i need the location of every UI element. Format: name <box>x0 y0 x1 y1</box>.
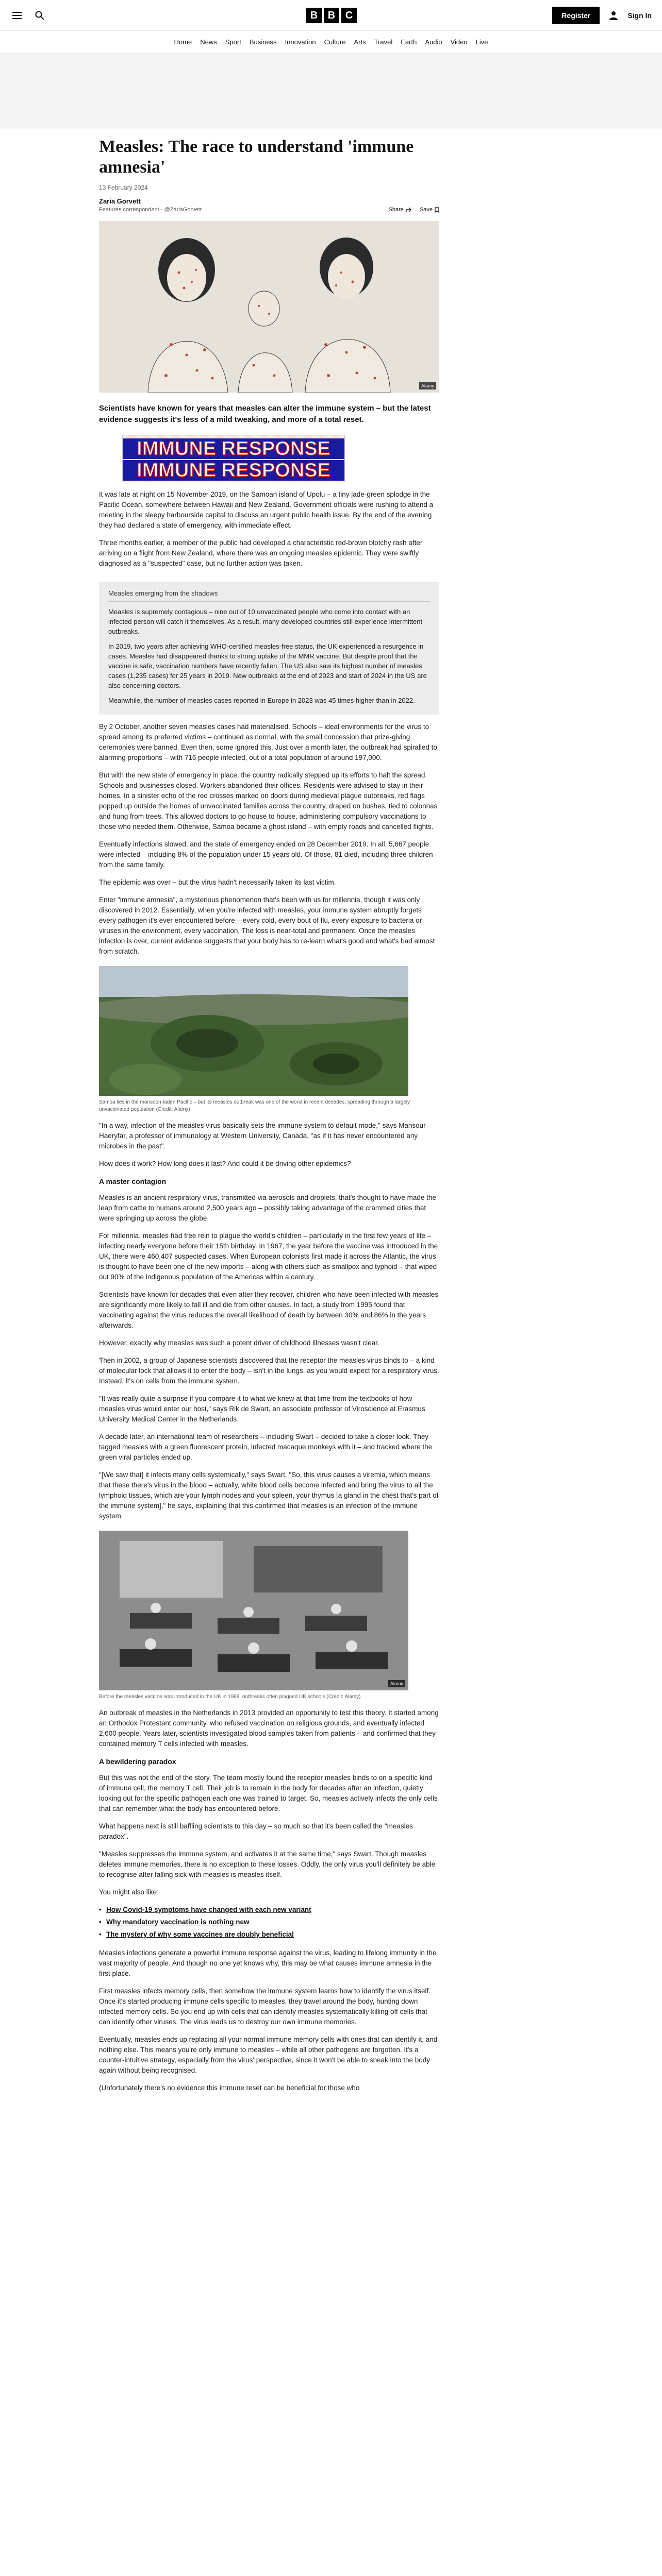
nav-item-video[interactable]: Video <box>450 38 468 46</box>
paragraph: Enter "immune amnesia", a mysterious phenomenon that's been with us for millennia, though it was only discovered in 2012. Essentially, when you're infected with measles, your immune system abruptly forgets every pathogen it's ever encountered before – every cold, every bout of flu, every exposure to bacteria or viruses in the environment, every vaccination. The loss is near-total and permanent. Once the measles infection is over, current evidence suggests that your body has to re-learn what's good and what's bad almost from scratch. <box>99 896 435 955</box>
article <box>99 137 439 2093</box>
save-label: Save <box>419 207 433 213</box>
paragraph: Three months earlier, a member of the public had developed a characteristic red-brown blotchy rash after arriving on a flight from New Zealand, where there was an ongoing measles epidemic. They were swiftly diagnosed as a "suspected" case, but no further action was taken. <box>99 539 423 567</box>
nav-item-earth[interactable]: Earth <box>401 38 417 46</box>
paragraph: Eventually, measles ends up replacing all your normal immune memory cells with ones that can identify it, and nothing else. This means you're only immune to measles – while all other pathogens are forgotten. It's a counter-intuitive strategy, especially from the virus' perspective, since it won't be able to sneak into the body again without being recognised. <box>99 2036 438 2074</box>
landscape-image <box>99 966 408 1096</box>
paragraph: Eventually infections slowed, and the state of emergency ended on 28 December 2019. In all, 5,667 people were infected – including 8% of the population under 15 years old. Of those, 81 died, including three children from the same family. <box>99 840 433 869</box>
logo-letter: B <box>306 8 322 23</box>
nav-item-business[interactable]: Business <box>249 38 277 46</box>
top-bar <box>0 0 662 31</box>
paragraph: But this was not the end of the story. The team mostly found the receptor measles binds to on a specific kind of immune cell, the memory T cell. Their job is to remain in the body for decades after an infection, quietly looking out for the specific pathogen each one was trained to target. So, measles actively infects the only cells that can remember what the body has encountered before. <box>99 1774 438 1812</box>
article-lede: Scientists have known for years that measles can alter the immune system – but the latest evidence suggests it's less of a mild tweaking, and more of a total reset. <box>99 404 431 424</box>
paragraph: "Measles suppresses the immune system, and activates it at the same time," says Swart. Though measles deletes immune memories, there is no exception to these losses. Oddly, the only virus you'll definitely be able to recognise after falling sick with measles is measles itself. <box>99 1850 436 1878</box>
samoa-photo <box>99 966 408 1096</box>
nav-item-arts[interactable]: Arts <box>354 38 366 46</box>
share-icon <box>406 207 411 213</box>
author-name: Zaria Gorvett <box>99 197 141 205</box>
paragraph: The epidemic was over – but the virus hadn't necessarily taken its last victim. <box>99 878 336 886</box>
paragraph: By 2 October, another seven measles cases had materialised. Schools – ideal environments for the virus to spread among its preferred victims – continued as normal, with the small concession that prize-giving ceremonies were banned. Even then, some ignored this. Just over a month later, the outbreak had spiralled to alarming proportions – with 716 people infected, out of a total population of around 197,000. <box>99 723 437 761</box>
menu-icon[interactable] <box>10 9 24 22</box>
section-heading: A master contagion <box>99 1177 167 1185</box>
nav-item-sport[interactable]: Sport <box>225 38 241 46</box>
paragraph: But with the new state of emergency in place, the country radically stepped up its efforts to halt the spread. Schools and businesses closed. Workers abandoned their offices. Residents were advised to stay in their homes. In a sinister echo of the red crosses marked on doors during medieval plague outbreaks, red flags popped up outside the homes of unvaccinated families across the country, draped on bushes, tied to colonnas and hung from trees. This allowed doctors to go house to house, administering compulsory vaccinations to those who needed them. Otherwise, Samoa became a ghost island – with empty roads and cancelled flights. <box>99 771 438 831</box>
banner-text: IMMUNE RESPONSE <box>123 438 344 459</box>
also-label: You might also like: <box>99 1888 159 1896</box>
factbox-title: Measles emerging from the shadows <box>108 589 430 602</box>
nav-item-culture[interactable]: Culture <box>324 38 346 46</box>
banner-text: IMMUNE RESPONSE <box>123 460 344 481</box>
author-handle-link[interactable]: @ZariaGorvett <box>164 207 202 213</box>
paragraph: "[We saw that] it infects many cells systemically," says Swart. "So, this virus causes a viremia, which means that these there's virus in the blood – actually, white blood cells become infected and bring the virus to all the lymphoid tissues, which are your lymph nodes and your spleen, your thymus [a gland in the chest that's part of the immune system]," he says, explaining that this confirmed that measles is an infection of the immune system. <box>99 1471 439 1520</box>
immune-response-banner <box>122 435 345 482</box>
paragraph: How does it work? How long does it last? And could it be driving other epidemics? <box>99 1160 351 1167</box>
user-icon[interactable] <box>607 9 620 22</box>
logo-letter: C <box>341 8 357 23</box>
nav-item-home[interactable]: Home <box>174 38 192 46</box>
image-caption: Samoa lies in the monsoon-laden Pacific – but its measles outbreak was one of the worst in recent decades, spreading through a largely unvaccinated population (Credit: Alamy) <box>99 1099 410 1112</box>
hero-image <box>99 221 439 393</box>
search-icon[interactable] <box>33 9 46 22</box>
save-button[interactable] <box>420 207 439 213</box>
hero-illustration <box>99 221 439 393</box>
section-heading: A bewildering paradox <box>99 1757 176 1766</box>
paragraph: "In a way, infection of the measles virus basically sets the immune system to default mode," says Mansour Haeryfar, a professor of immunology at Western University, Canada, "as if it has never encountered any microbes in the past". <box>99 1122 426 1150</box>
paragraph: First measles infects memory cells, then somehow the immune system learns how to identify the virus itself. Once it's started producing immune cells specific to measles, they travel around the body, hunting down infected memory cells. So you end up with cells that can identify measles systematically killing off cells that can identify other viruses. The virus leads us to destroy our own immune memories. <box>99 1987 431 2026</box>
paragraph: It was late at night on 15 November 2019, on the Samoan island of Upolu – a tiny jade-green splodge in the Pacific Ocean, somewhere between Hawaii and New Zealand. Government officials were rushing to attend a meeting in the sleepy harbourside capital to discuss an urgent public health issue. By the end of the evening they had declared a state of emergency, with immediate effect. <box>99 490 434 529</box>
main-nav <box>0 31 662 54</box>
classroom-photo <box>99 1531 408 1690</box>
factbox <box>99 582 439 715</box>
list-item <box>99 1916 439 1928</box>
related-link[interactable]: How Covid-19 symptoms have changed with each new variant <box>106 1906 311 1913</box>
classroom-image <box>99 1531 408 1690</box>
register-button[interactable]: Register <box>552 7 600 24</box>
nav-item-live[interactable]: Live <box>475 38 488 46</box>
paragraph: Measles is an ancient respiratory virus, transmitted via aerosols and droplets, that's thought to have made the leap from cattle to humans around 2,500 years ago – possibly taking advantage of the crammed cities that were springing up across the globe. <box>99 1194 436 1222</box>
byline <box>99 197 439 218</box>
nav-item-innovation[interactable]: Innovation <box>285 38 316 46</box>
paragraph: For millennia, measles had free rein to plague the world's children – particularly in the first few years of life – infecting nearly everyone before their 15th birthday. In 1967, the year before the vaccine was introduced in the UK, there were 460,407 suspected cases. When European colonists first made it across the Atlantic, the virus is thought to have been one of the new imports – along with others such as smallpox and typhoid – that wiped out 90% of the indigenous population of the Americas within a century. <box>99 1232 438 1281</box>
paragraph: Then in 2002, a group of Japanese scientists discovered that the receptor the measles virus binds to – a kind of molecular lock that allows it to enter the body – isn't in the lungs, as you would expect for a respiratory virus. Instead, it's on cells from the immune system. <box>99 1357 439 1385</box>
paragraph: However, exactly why measles was such a potent driver of childhood illnesses wasn't clear. <box>99 1339 379 1347</box>
related-link[interactable]: The mystery of why some vaccines are doubly beneficial <box>106 1930 294 1938</box>
paragraph: "It was really quite a surprise if you compare it to what we knew at that time from the textbooks of how measles virus would enter our host," says Rik de Swart, an associate professor of Viroscience at Erasmus University Medical Center in the Netherlands. <box>99 1395 425 1423</box>
author-role: Features correspondent · @ZariaGorvett <box>99 207 202 213</box>
publish-date: 13 February 2024 <box>99 184 148 191</box>
paragraph: (Unfortunately there's no evidence this immune reset can be beneficial for those who <box>99 2084 360 2092</box>
factbox-paragraph: Meanwhile, the number of measles cases reported in Europe in 2023 was 45 times higher than in 2022. <box>108 697 415 704</box>
image-credit: Alamy <box>388 1680 405 1687</box>
paragraph: Measles infections generate a powerful immune response against the virus, leading to lifelong immunity in the vast majority of people. And though no one yet knows why, this may be what causes immune amnesia in the first place. <box>99 1949 437 1977</box>
factbox-paragraph: In 2019, two years after achieving WHO-certified measles-free status, the UK experienced a resurgence in cases. Measles had disappeared thanks to strong uptake of the MMR vaccine. But despite proof that the vaccine is safe, vaccination numbers have recently fallen. The US also saw its highest number of measles cases (1,235 cases) for 25 years in 2019. New outbreaks at the end of 2023 and start of 2024 in the US are also concerning doctors. <box>108 642 427 689</box>
list-item <box>99 1904 439 1916</box>
share-label: Share <box>388 207 404 213</box>
nav-item-travel[interactable]: Travel <box>374 38 393 46</box>
related-links <box>99 1904 439 1941</box>
ad-slot <box>0 54 662 129</box>
bbc-logo[interactable] <box>306 8 357 23</box>
bookmark-icon <box>435 207 439 213</box>
list-item <box>99 1928 439 1941</box>
nav-item-news[interactable]: News <box>200 38 217 46</box>
related-link[interactable]: Why mandatory vaccination is nothing new <box>106 1918 250 1926</box>
paragraph: Scientists have known for decades that even after they recover, children who have been infected with measles are significantly more likely to fall ill and die from other causes. In fact, a study from 1995 found that vaccinating against the virus reduces the overall likelihood of death by between 30% and 86% in the years afterwards. <box>99 1291 439 1329</box>
factbox-paragraph: Measles is supremely contagious – nine out of 10 unvaccinated people who come into contact with an infected person will catch it themselves. As a result, many developed countries still experience intermittent outbreaks. <box>108 608 423 635</box>
image-credit: Alamy <box>419 382 436 389</box>
paragraph: An outbreak of measles in the Netherlands in 2013 provided an opportunity to test this theory. It started among an Orthodox Protestant community, who refused vaccination on religious grounds, and eventually infected 2,600 people. Years later, scientists investigated blood samples taken from patients – and confirmed that they contained memory T cells infected with measles. <box>99 1709 439 1748</box>
paragraph: A decade later, an international team of researchers – including Swart – decided to take a closer look. They tagged measles with a green fluorescent protein, infected macaque monkeys with it – and tracked where the green viral particles ended up. <box>99 1433 433 1461</box>
paragraph: What happens next is still baffling scientists to this day – so much so that it's been called the "measles paradox". <box>99 1822 413 1840</box>
sign-in-link[interactable]: Sign In <box>627 11 652 20</box>
author-title: Features correspondent <box>99 207 159 213</box>
headline: Measles: The race to understand 'immune amnesia' <box>99 137 414 177</box>
logo-letter: B <box>324 8 339 23</box>
share-button[interactable] <box>389 207 411 213</box>
nav-item-audio[interactable]: Audio <box>425 38 442 46</box>
image-caption: Before the measles vaccine was introduced in the UK in 1968, outbreaks often plagued UK schools (Credit: Alamy) <box>99 1694 361 1700</box>
